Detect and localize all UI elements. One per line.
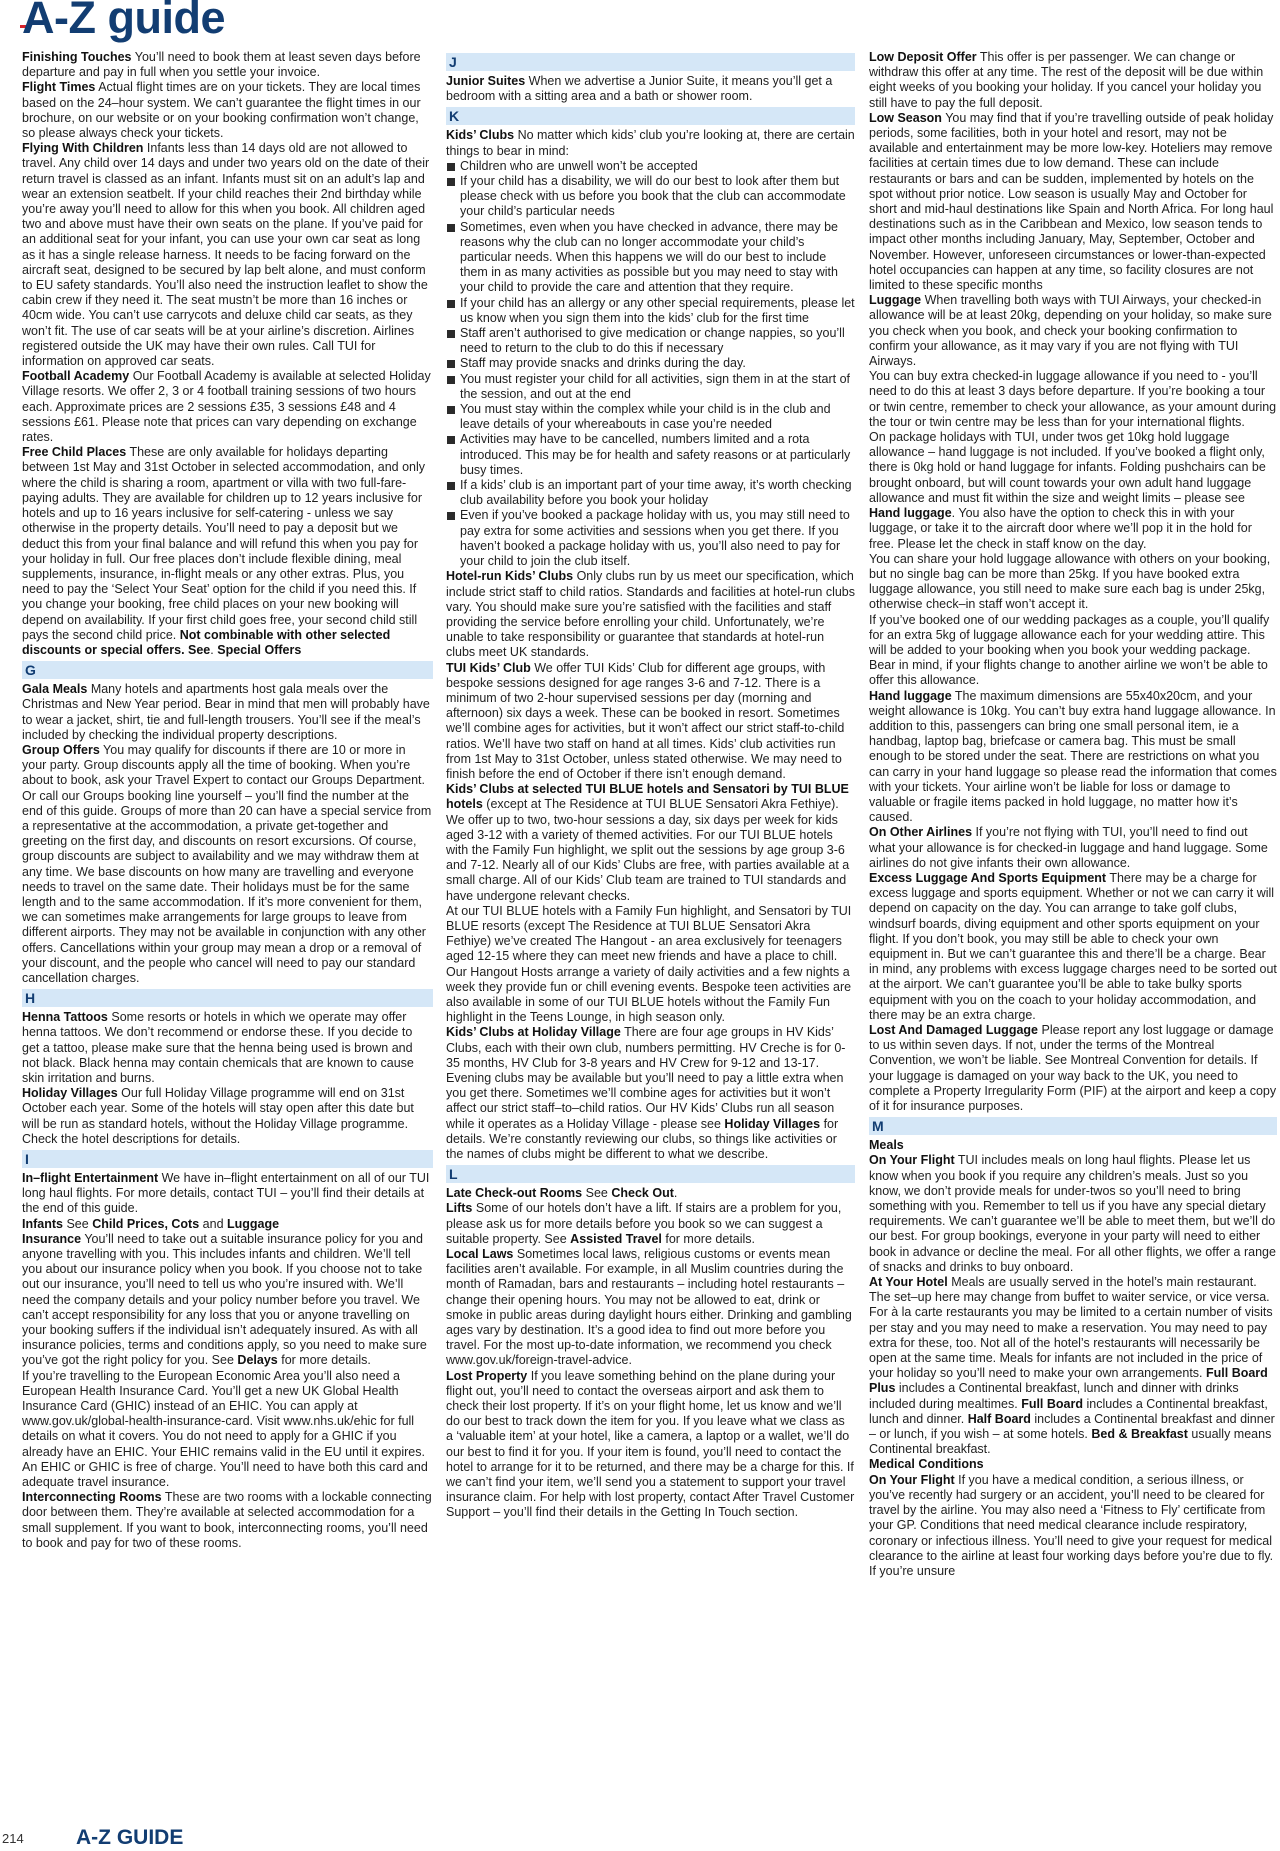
guide-entry <box>869 825 1277 871</box>
guide-entry <box>22 80 433 141</box>
letter-heading: I <box>22 1150 433 1168</box>
entry-heading: Interconnecting Rooms <box>22 1490 162 1505</box>
entry-text: You can share your hold luggage allowance with others on your booking, but no single bag can be more than 25kg. If you have booked extra luggage allowance, you still need to make sure each bag is under 25kg, otherwise check–in staff won’t accept it. <box>869 551 1271 612</box>
guide-entry <box>22 1232 433 1369</box>
bullet-item: Even if you’ve booked a package holiday with us, you may still need to pay extra for some activities and sessions when you get there. If you haven’t booked a package holiday with us, you’ll also need to pay for your child to join the club itself. <box>446 508 855 569</box>
guide-entry <box>869 1275 1277 1457</box>
bullet-item: If your child has an allergy or any other special requirements, please let us know when you sign them into the kids’ club for the first time <box>446 296 855 326</box>
entry-text: If you’re not flying with TUI, you’ll need to find out what your allowance is for checked-in luggage and hand luggage. Some airlines do not give infants their own allowance. <box>869 825 1268 870</box>
guide-entry <box>869 1023 1277 1114</box>
entry-heading: Flying With Children <box>22 141 144 156</box>
entry-text: These are two rooms with a lockable connecting door between them. They’re available at selected accommodation for a small supplement. If you want to book, interconnecting rooms, you’ll need to book and pay for two of these rooms. <box>22 1490 432 1550</box>
entry-heading: On Your Flight <box>869 1472 955 1487</box>
footer-title: A-Z GUIDE <box>76 1826 184 1849</box>
entry-text: . You also have the option to check this in with your luggage, or take it to the aircraft door where we’ll pop it in the hold for free. Please let the check in staff know on the day. <box>869 506 1252 551</box>
letter-heading: L <box>446 1165 855 1183</box>
bullet-item: If your child has a disability, we will do our best to look after them but please check with us before you book that the club can accommodate your child’s particular needs <box>446 174 855 220</box>
entry-text: . <box>210 642 214 657</box>
letter-heading: H <box>22 989 433 1007</box>
guide-entry <box>869 430 1277 552</box>
guide-entry <box>446 128 855 158</box>
guide-entry <box>869 1153 1277 1275</box>
entry-text: These are only available for holidays departing between 1st May and 31st October in selected accommodation, and only where the child is sharing a room, apartment or villa with two full-fare-paying adults. They are available for children up to 12 years inclusive for hotels and up to 16 years inclusive for self-catering - unless we say otherwise in the property details. You’ll need to pay a deposit but we deduct this from your final balance and will refund this when you pay for your holiday in full. Our free places don’t include flexible dining, meal supplements, insurance, in-flight meals or any other extras. Plus, you need to pay the ‘Select Your Seat’ option for the child if you need this. If you change your booking, free child places on your new booking will depend on availability. If your first child goes free, your second child still pays the second child price. <box>22 445 426 642</box>
guide-entry <box>446 1201 855 1247</box>
letter-heading: G <box>22 661 433 679</box>
entry-heading: Kids’ Clubs at selected TUI BLUE hotels and Sensatori by TUI BLUE hotels <box>446 782 849 812</box>
entry-text: No matter which kids’ club you’re looking at, there are certain things to bear in mind: <box>446 128 855 158</box>
entry-heading: Low Deposit Offer <box>869 50 977 64</box>
guide-entry <box>869 50 1277 111</box>
guide-entry <box>446 1025 855 1162</box>
entry-heading: Lost Property <box>446 1368 528 1383</box>
entry-heading: Group Offers <box>22 742 100 757</box>
guide-paragraph <box>446 904 855 1026</box>
bullet-item: If a kids’ club is an important part of your time away, it’s worth checking club availability before you book your holiday <box>446 478 855 508</box>
entry-heading: Gala Meals <box>22 682 88 697</box>
guide-entry <box>22 1171 433 1217</box>
entry-text: Some of our hotels don’t have a lift. If stairs are a problem for you, please ask us for more details before you book so we can suggest a suitable property. See <box>446 1201 842 1246</box>
guide-entry <box>22 1217 433 1232</box>
entry-text: TUI includes meals on long haul flights. Please let us know when you book if you require any children’s meals. Just so you know, we don’t provide meals for under-twos so you’ll need to bring something with you. Remember to tell us if you have any special dietary requirements. We can’t guarantee we’ll be able to meet them, but we’ll do our best. For group bookings, everyone in your party will need to either book in advance or decline the meal. For all other flights, we offer a range of snacks and drinks to buy onboard. <box>869 1153 1276 1274</box>
bullet-item: Staff may provide snacks and drinks during the day. <box>446 356 855 371</box>
guide-entry <box>22 445 433 658</box>
entry-text: Infants less than 14 days old are not allowed to travel. Any child over 14 days and under two years old on the date of their return travel is classed as an infant. Infants must sit on an adult’s lap and wear an extension seatbelt. If your child reaches their 2nd birthday while you’re away you’ll need to allow for this when you book. All children aged two and above must have their own seats on the plane. If you’ve paid for an additional seat for your infant, you can use your own car seat as long as it has a single release harness. It needs to be facing forward on the aircraft seat, designed to be secured by lap belt alone, and must conform to EU safety standards. You’ll also need the instruction leaflet to show the cabin crew if they need it. The seat mustn’t be more than 16 inches or 40cm wide. You can’t use carrycots and deluxe child car seats, as they won’t fit. The use of car seats will be at your airline’s discretion. Airlines registered outside the UK may have their own rules. Call TUI for information on approved car seats. <box>22 141 430 369</box>
guide-paragraph <box>869 613 1277 689</box>
entry-heading: At Your Hotel <box>869 1275 948 1290</box>
guide-entry <box>446 661 855 783</box>
entry-text: This offer is per passenger. We can change or withdraw this offer at any time. The rest of the deposit will be due within eight weeks of you booking your holiday. If you cancel your holiday you still have to pay the full deposit. <box>869 50 1264 110</box>
entry-heading: Football Academy <box>22 369 130 384</box>
entry-heading: Luggage <box>869 293 922 308</box>
cross-reference: Full Board <box>1021 1396 1083 1411</box>
guide-entry <box>22 743 433 986</box>
entry-heading: Kids’ Clubs at Holiday Village <box>446 1025 621 1040</box>
guide-entry <box>869 293 1277 369</box>
guide-entry <box>869 111 1277 293</box>
letter-heading: K <box>446 107 855 125</box>
cross-reference: Half Board <box>967 1411 1031 1426</box>
entry-text: You can buy extra checked-in luggage allowance if you need to - you’ll need to do this at least 3 days before departure. If you’re booking a tour or twin centre, remember to check your allowance, as your amount during the tour or twin centre may be less than for your international flights. <box>869 369 1277 429</box>
entry-text: You may find that if you’re travelling outside of peak holiday periods, some facilities, both in your hotel and resort, may not be available and entertainment may be more low-key. Hoteliers may remove facilities at certain times due to low demand. These can include restaurants or bars and can be sudden, implemented by hotels on the spot without prior notice. Low season is usually May and October for short and mid-haul destinations like Spain and North Africa. For long haul destinations such as in the Caribbean and Mexico, low season tends to impact other months including January, May, September, October and November. However, unforeseen circumstances or lower-than-expected hotel occupancies can happen at any time, so facility closures are not limited to these specific months <box>869 110 1274 293</box>
entry-text: See <box>585 1186 608 1201</box>
entry-text: includes a Continental breakfast, lunch and dinner with drinks included during mealtimes. <box>869 1381 1239 1411</box>
cross-reference: Delays <box>237 1353 278 1368</box>
entry-text: On package holidays with TUI, under twos get 10kg hold luggage allowance – hand luggage is not included. If you’ve booked a flight only, there is 0kg hold or hand luggage for infants. Folding pushchairs can be brought onboard, but will count towards your own adult hand luggage allowance and must fit within the size and weight limits – please see <box>869 430 1266 505</box>
entry-text: There are four age groups in HV Kids’ Clubs, each with their own club, numbers permitting. HV Creche is for 0-35 months, HV Club for 3-8 years and HV Crew for 9-12 and 13-17. Evening clubs may be available but you’ll need to pay a little extra when you get there. Sometimes we’ll combine ages for activities but it won’t affect our strict staff–to–child ratios. Our HV Kids’ Clubs run all season while it operates as a Holiday Village - please see <box>446 1025 846 1131</box>
entry-heading: Hotel-run Kids’ Clubs <box>446 569 574 584</box>
entry-text: When travelling both ways with TUI Airways, your checked-in allowance will be at least 20kg, depending on your holiday, so make sure you check when you book, and check your booking confirmation to confirm your allowance, as it may vary if you are not flying with TUI Airways. <box>869 293 1272 369</box>
guide-entry <box>869 689 1277 826</box>
subheading: Meals <box>869 1138 904 1153</box>
entry-text: usually means Continental breakfast. <box>869 1427 1272 1457</box>
entry-heading: Hand luggage <box>869 688 952 703</box>
bullet-item: You must register your child for all activities, sign them in at the start of the session, and out at the end <box>446 372 855 402</box>
guide-entry <box>22 1490 433 1551</box>
cross-reference: Assisted Travel <box>570 1231 662 1246</box>
entry-text: and <box>202 1216 224 1231</box>
entry-heading: Late Check-out Rooms <box>446 1186 583 1201</box>
guide-entry <box>446 74 855 104</box>
entry-heading: Free Child Places <box>22 445 127 460</box>
guide-entry <box>446 1369 855 1521</box>
entry-text: Our full Holiday Village programme will end on 31st October each year. Some of the hotels will stay open after this date but will be run as standard hotels, without the Holiday Village programme. Check the hotel descriptions for details. <box>22 1086 414 1146</box>
guide-paragraph <box>22 1369 433 1491</box>
entry-text: There may be a charge for excess luggage and sports equipment. Whether or not we can carry it will depend on capacity on the day. You can arrange to take golf clubs, windsurf boards, diving equipment and other sports equipment on your flight. If you don’t book, you may still be able to check your own equipment in. But we can’t guarantee this and there’ll be a charge. Bear in mind, any problems with excess luggage charges need to be sorted out at the airport. We can’t guarantee you’ll be able to take bulky sports equipment with you on the coach to your holiday accommodation, and there may be an extra charge. <box>869 870 1277 1022</box>
guide-entry <box>446 782 855 904</box>
entry-text: Meals are usually served in the hotel’s main restaurant. The set–up here may change from buffet to waiter service, or vice versa. For à la carte restaurants you may be limited to a certain number of visits per stay and you may need to make a reservation. You may need to pay extra for these, too. Not all of the hotel’s restaurants will necessarily be open at the same time. Meals for infants are not included in the price of your holiday so you’ll need to make your own arrangements. <box>869 1275 1273 1381</box>
bullet-item: You must stay within the complex while your child is in the club and leave details of your whereabouts in case you’re needed <box>446 402 855 432</box>
entry-heading: TUI Kids’ Club <box>446 660 531 675</box>
entry-heading: Holiday Villages <box>22 1086 118 1101</box>
cross-reference: Full Board Plus <box>869 1366 1268 1396</box>
entry-heading: Infants <box>22 1216 63 1231</box>
guide-entry <box>22 369 433 445</box>
entry-heading: Henna Tattoos <box>22 1010 108 1025</box>
entry-text: If you’ve booked one of our wedding packages as a couple, you’ll qualify for an extra 5kg of luggage allowance each for your wedding attire. This will be added to your booking when you book your wedding package. Bear in mind, if your flights change to another airline we won’t be able to offer this allowance. <box>869 612 1270 688</box>
entry-text: You may qualify for discounts if there are 10 or more in your party. Group discounts apply all the time of booking. When you’re about to book, ask your Travel Expert to contact our Groups Department. Or call our Groups booking line yourself – you’ll find the number at the end of this guide. Groups of more than 20 can have a special service from a representative at the accommodation, a private get-together and greeting on the first day, and discounts on resort excursions. Of course, group discounts are subject to availability and we may withdraw them at any time. We base discounts on how many are travelling and everyone needs to travel on the same date. Their holidays must be for the same length and to the same accommodation. If it’s more convenient for them, we can sometimes make arrangements for large groups to leave from different airports. They may not be available in conjunction with any other offers. Cancellations within your group may mean a drop or a removal of your discount, and the people who cancel will need to pay our standard cancellation charges. <box>22 742 432 985</box>
entry-text: If you leave something behind on the plane during your flight out, you’ll need to contact the overseas airport and ask them to check their lost property. If it’s on your flight home, let us know and we’ll do our best to track down the item for you. If you leave what we class as a ‘valuable item’ at your hotel, like a camera, a laptop or a wallet, we’ll do our best to find it for you. If your item is found, you’ll need to contact the hotel to arrange for it to be returned, and there may be a charge for this. If we can’t find your item, we’ll send you a statement to support your travel insurance claim. For help with lost property, contact After Travel Customer Support – you’ll find their details in the Getting In Touch section. <box>446 1368 855 1520</box>
column-3 <box>869 50 1277 1579</box>
entry-text: Only clubs run by us meet our specification, which include strict staff to child ratios. Standards and facilities at hotel-run clubs vary. You should make sure you’re satisfied with the facilities and staff providing the service before enrolling your child. Unfortunately, we’re unable to take responsibility or guarantee that standards at hotel-run clubs meet UK standards. <box>446 569 856 660</box>
bullet-item: Sometimes, even when you have checked in advance, there may be reasons why the club can no longer accommodate your child’s particular needs. When this happens we will do our best to include them in as many activities as possible but you may need to stay with your child to provide the care and attention that they require. <box>446 220 855 296</box>
entry-text: If you have a medical condition, a serious illness, or you’ve recently had surgery or an accident, you’ll need to be cleared for travel by the airline. You may also need a ‘Fitness to Fly’ certificate from your GP. Conditions that need medical clearance include respiratory, coronary or infectious illness. You’ll need to give your request for medical clearance to the airline at least four working days before you’re due to fly. If you’re unsure <box>869 1472 1274 1578</box>
letter-heading: J <box>446 53 855 71</box>
guide-entry <box>446 1186 855 1201</box>
guide-entry <box>22 1010 433 1086</box>
page-footer <box>0 1827 1280 1849</box>
entry-text: Some resorts or hotels in which we operate may offer henna tattoos. We don’t recommend or endorse these. If you decide to get a tattoo, please make sure that the henna being used is brown and not black. Black henna may contain chemicals that are known to cause skin irritation and burns. <box>22 1010 414 1085</box>
entry-text: for details. We’re constantly reviewing our clubs, so things like activities or the names of clubs might be different to what we describe. <box>446 1116 839 1162</box>
entry-heading: Local Laws <box>446 1247 514 1262</box>
entry-text: Many hotels and apartments host gala meals over the Christmas and New Year period. Bear in mind that men will probably have to wear a jacket, shirt, tie and full-length trousers. You’ll see if the meal’s included by checking the individual property descriptions. <box>22 682 430 742</box>
entry-text: Actual flight times are on your tickets. They are local times based on the 24–hour system. We can’t guarantee the flight times in our brochure, on our website or on your booking confirmation won’t change, so please always check your tickets. <box>22 80 421 141</box>
entry-text: Our Football Academy is available at selected Holiday Village resorts. We offer 2, 3 or 4 football training sessions of two hours each. Approximate prices are 2 sessions £35, 3 sessions £48 and 4 sessions £61. Please note that prices can vary depending on exchange rates. <box>22 369 431 445</box>
cross-reference: Luggage <box>227 1216 280 1231</box>
entry-heading: Flight Times <box>22 80 96 95</box>
entry-heading: Junior Suites <box>446 74 526 88</box>
column-1 <box>22 50 433 1551</box>
guide-entry <box>446 1247 855 1369</box>
cross-reference: Special Offers <box>217 642 302 657</box>
entry-heading: Lifts <box>446 1201 473 1216</box>
cross-reference: Holiday Villages <box>724 1116 821 1131</box>
guide-entry <box>22 1086 433 1147</box>
entry-text: (except at The Residence at TUI BLUE Sensatori Akra Fethiye). We offer up to two, two-hour sessions a day, six days per week for kids aged 3-12 with a variety of themed activities. For our TUI BLUE hotels with the Family Fun highlight, we split out the sessions by age group 3-6 and 7-12. Nearly all of our Kids’ Clubs are free, with parties available at a small charge. All of our Kids’ Club team are trained to TUI standards and have undergone relevant checks. <box>446 797 850 903</box>
entry-text: See <box>66 1216 89 1231</box>
entry-heading: Kids’ Clubs <box>446 128 515 143</box>
subheading: Medical Conditions <box>869 1457 984 1472</box>
entry-text: Please report any lost luggage or damage to us within seven days. If not, under the terms of the Montreal Convention, we won’t be liable. See Montreal Convention for details. If your luggage is damaged on your way back to the UK, you need to complete a Property Irregularity Form (PIF) at the airport and keep a copy of it for insurance purposes. <box>869 1023 1277 1114</box>
entry-text: We offer TUI Kids’ Club for different age groups, with bespoke sessions designed for age ranges 3-6 and 7-12. There is a minimum of two 2-hour supervised sessions per day (morning and afternoon) six days a week. These can be booked in resort. Sometimes we’ll combine ages for activities, but it won’t affect our strict staff-to-child ratios. We’ll have two staff on hand at all times. Kids’ club activities run from 1st May to 31st October, unless stated otherwise. We may need to finish before the end of October if there isn’t enough demand. <box>446 660 845 781</box>
cross-reference: Bed & Breakfast <box>1091 1427 1188 1442</box>
guide-entry <box>869 1473 1277 1579</box>
entry-text: . <box>673 1186 678 1201</box>
bullet-item: Staff aren’t authorised to give medication or change nappies, so you’ll need to return to the club to do this if necessary <box>446 326 855 356</box>
entry-heading: On Your Flight <box>869 1153 955 1168</box>
entry-text: We have in–flight entertainment on all of our TUI long haul flights. For more details, contact TUI – you’ll find their details at the end of this guide. <box>22 1171 430 1216</box>
cross-reference: Child Prices, Cots <box>92 1216 200 1231</box>
entry-text: You’ll need to take out a suitable insurance policy for you and anyone travelling with you. This includes infants and children. We’ll tell you about our insurance policy when you book. If you choose not to take out our insurance, you’ll need to tell us who you’re insured with. We’ll need the company details and your policy number before you travel. We can’t accept responsibility for any loss that you or anyone travelling on your booking suffers if the individual isn’t adequately insured. As with all insurance policies, terms and conditions apply, so you need to make sure you’ve got the right policy for you. See <box>22 1231 427 1368</box>
cross-reference: Hand luggage <box>869 506 952 521</box>
guide-entry <box>22 682 433 743</box>
entry-heading: Lost And Damaged Luggage <box>869 1023 1038 1037</box>
entry-heading: Excess Luggage And Sports Equipment <box>869 870 1107 885</box>
guide-paragraph <box>869 552 1277 613</box>
entry-heading: Insurance <box>22 1231 82 1246</box>
entry-heading: Low Season <box>869 110 942 125</box>
guide-entry <box>869 871 1277 1023</box>
letter-heading: M <box>869 1117 1277 1135</box>
entry-text: If you’re travelling to the European Economic Area you’ll also need a European Health Insurance Card. You’ll get a new UK Global Health Insurance Card (GHIC) instead of an EHIC. You can apply at www.gov.uk/global-health-insurance-card. Visit www.nhs.uk/ehic for full details on what it covers. You do not need to apply for a GHIC if you already have an EHIC. Your EHIC remains valid in the EU until it expires. An EHIC or GHIC is free of charge. You’ll need to have both this card and adequate travel insurance. <box>22 1368 428 1490</box>
column-2 <box>446 50 855 1521</box>
guide-entry <box>22 141 433 369</box>
entry-text: for more details. <box>281 1353 371 1368</box>
entry-text: The maximum dimensions are 55x40x20cm, and your weight allowance is 10kg. You can’t buy extra hand luggage allowance. In addition to this, passengers can bring one small personal item, ie a handbag, laptop bag, briefcase or camera bag. This must be small enough to be stored under the seat. There are restrictions on what you can carry in your hand luggage so please read the information that comes with your tickets. Your airline won’t be liable for loss or damage to valuable or fragile items packed in hold luggage, no matter how it’s caused. <box>869 688 1277 825</box>
cross-reference: Check Out <box>611 1186 674 1201</box>
bullet-item: Children who are unwell won’t be accepted <box>446 159 855 174</box>
entry-heading: On Other Airlines <box>869 825 973 840</box>
guide-paragraph <box>869 369 1277 430</box>
guide-entry <box>22 50 433 80</box>
entry-text: includes a Continental breakfast and dinner – or lunch, if you wish – at some hotels. <box>869 1411 1275 1442</box>
entry-heading: Finishing Touches <box>22 50 132 64</box>
entry-heading: In–flight Entertainment <box>22 1171 159 1186</box>
entry-text: includes a Continental breakfast, lunch and dinner. <box>869 1396 1268 1426</box>
bullet-list <box>446 159 855 569</box>
entry-text: When we advertise a Junior Suite, it means you’ll get a bedroom with a sitting area and a bath or shower room. <box>446 74 833 104</box>
entry-text: You’ll need to book them at least seven days before departure and pay in full when you settle your invoice. <box>22 50 421 80</box>
page-title: A-Z guide <box>22 0 225 43</box>
bullet-item: Activities may have to be cancelled, numbers limited and a rota introduced. This may be for health and safety reasons or at particularly busy times. <box>446 432 855 478</box>
page-number: 214 <box>2 1831 24 1846</box>
entry-text: for more details. <box>665 1231 755 1246</box>
entry-text: Sometimes local laws, religious customs or events mean facilities aren’t available. For example, in all Muslim countries during the month of Ramadan, bars and restaurants – including hotel restaurants – change their opening hours. You may not be allowed to eat, drink or smoke in public areas during daylight hours either. Drinking and gambling ages vary by destination. It’s a good idea to find out more before you travel. For the most up-to-date information, we recommend you check www.gov.uk/foreign-travel-advice. <box>446 1247 852 1368</box>
entry-text: At our TUI BLUE hotels with a Family Fun highlight, and Sensatori by TUI BLUE resorts (except The Residence at TUI BLUE Sensatori Akra Fethiye) we’ve created The Hangout - an area exclusively for teenagers aged 12-15 where they can meet new friends and have a place to chill. Our Hangout Hosts arrange a variety of daily activities and a few nights a week they provide fun or chill evening events. Bespoke teen activities are also available in some of our TUI BLUE hotels without the Family Fun highlight in the Teens Lounge, in high season only. <box>446 903 852 1025</box>
cross-reference: Not combinable with other selected discounts or special offers. See <box>22 627 391 657</box>
guide-entry <box>446 569 855 660</box>
